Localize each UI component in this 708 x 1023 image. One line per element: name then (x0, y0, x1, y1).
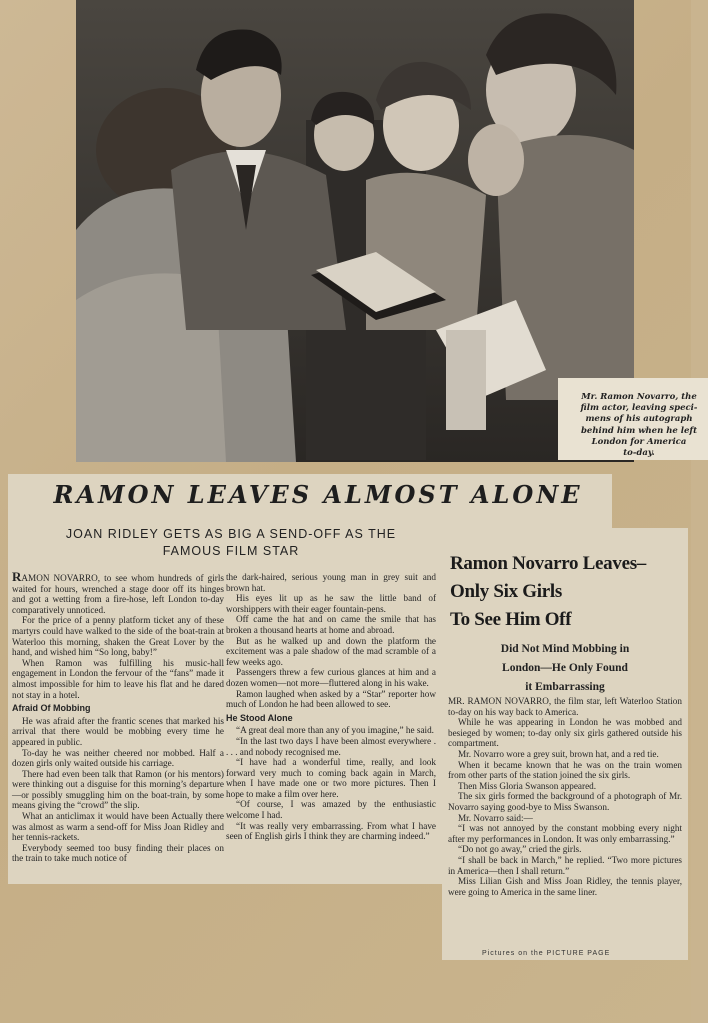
paragraph: The six girls formed the background of a photograph of Mr. Novarro saying good-bye to Miss Swanson. (448, 791, 682, 812)
paragraph: Passengers threw a few curious glances at him and a dozen women—not more—fluttered along in his wake. (226, 667, 436, 688)
paragraph: Everybody seemed too busy finding their places on the train to take much notice of (12, 842, 224, 864)
paragraph: Then Miss Gloria Swanson appeared. (458, 780, 597, 791)
paragraph: “Do not go away,” cried the girls. (458, 844, 582, 855)
section-heading: He Stood Alone (226, 712, 293, 723)
paragraph: But as he walked up and down the platform the excitement was a pale shadow of the mad scramble of a few weeks ago. (226, 635, 436, 667)
paragraph: “In the last two days I have been almost everywhere . . . . and nobody recognised me. (226, 735, 436, 757)
article-subhead: JOAN RIDLEY GETS AS BIG A SEND-OFF AS THE FAMOUS FILM STAR (65, 527, 397, 558)
paragraph: Mr. Novarro wore a grey suit, brown hat, and a red tie. (458, 748, 659, 759)
drop-cap: R (12, 569, 22, 584)
paragraph (12, 569, 224, 615)
article-column-1 (12, 569, 224, 864)
news-photo (76, 0, 698, 462)
paragraph-text: AMON NOVARRO, to see whom hundreds of girls waited for hours, wrenched a stage door off its hinges and got a wetting from a fire-hose, left London to-day comparatively unnoticed. (12, 573, 224, 615)
paragraph: There had even been talk that Ramon (or his mentors) were thinking out a disguise for this morning’s departure—or possibly smuggling him on the boat-train, by some means giving the “crowd” the slip. (12, 768, 224, 811)
photo-caption: Mr. Ramon Novarro, the film actor, leaving speci- mens of his autograph behind him when he left London for America to-day. (558, 378, 708, 460)
paragraph: “I was not annoyed by the constant mobbing every night after my performances in London. It was only embarrassing.” (448, 823, 682, 844)
paragraph: “It was really very embarrassing. From what I have seen of English girls I think they are charming indeed.” (226, 820, 436, 842)
paragraph: While he was appearing in London he was mobbed and besieged by women; to-day only six girls gathered outside his compartment. (448, 717, 682, 749)
paragraph: MR. RAMON NOVARRO, the film star, left Waterloo Station to-day on his way back to America. (448, 696, 682, 717)
article-body (448, 696, 682, 897)
paragraph: To-day he was neither cheered nor mobbed. Half a dozen girls only waited outside his carriage. (12, 747, 224, 769)
paragraph: “I have had a wonderful time, really, and look forward very much to coming back again in March, when I have made one or two more pictures. Then I hope to make a film over here. (226, 757, 436, 799)
paragraph: Off came the hat and on came the smile that has broken a thousand hearts at home and abroad. (226, 614, 436, 635)
paragraph: “A great deal more than any of you imagine,” he said. (236, 725, 434, 736)
paragraph: He was afraid after the frantic scenes that marked his arrival that there would be mobbing every time he appeared in public. (12, 715, 224, 747)
article-only-six-girls (442, 528, 688, 960)
section-heading: Afraid Of Mobbing (12, 703, 91, 714)
article-footer: Pictures on the PICTURE PAGE (482, 950, 611, 957)
article-subhead: Did Not Mind Mobbing in London—He Only Found it Embarrassing (500, 643, 630, 693)
paragraph: “Of course, I was amazed by the enthusiastic welcome I had. (226, 799, 436, 821)
paragraph: Ramon laughed when asked by a “Star” reporter how much of London he had been allowed to see. (226, 688, 436, 710)
paragraph: the dark-haired, serious young man in grey suit and brown hat. (226, 572, 436, 593)
paragraph: His eyes lit up as he saw the little band of worshippers with their eager fountain-pens. (226, 593, 436, 614)
paragraph: When Ramon was fulfilling his music-hall engagement in London the fervour of the “fans” made it almost impossible for him to leave his flat and he dared not stay in a hotel. (12, 657, 224, 700)
article-headline: Ramon Novarro Leaves– Only Six Girls To See Him Off (450, 553, 646, 630)
paragraph: When it became known that he was on the train women from other parts of the station joined the six girls. (448, 759, 682, 781)
paragraph: Mr. Novarro said:— (458, 812, 533, 823)
paragraph: “I shall be back in March,” he replied. “Two more pictures in America—then I shall return.” (448, 854, 682, 876)
paragraph: What an anticlimax it would have been Actually there was almost as warm a send-off for Miss Joan Ridley and her tennis-rackets. (12, 811, 224, 843)
article-column-2 (226, 572, 436, 842)
photo-illustration (76, 0, 634, 462)
article-headline: RAMON LEAVES ALMOST ALONE (53, 480, 583, 509)
paragraph: Miss Lilian Gish and Miss Joan Ridley, the tennis player, were going to America in the same liner. (448, 876, 682, 897)
paragraph: For the price of a penny platform ticket any of these martyrs could have walked to the side of the boat-train at Waterloo this morning, shaken the Great Lover by the hand, and wished him “So long, baby!” (12, 615, 224, 658)
